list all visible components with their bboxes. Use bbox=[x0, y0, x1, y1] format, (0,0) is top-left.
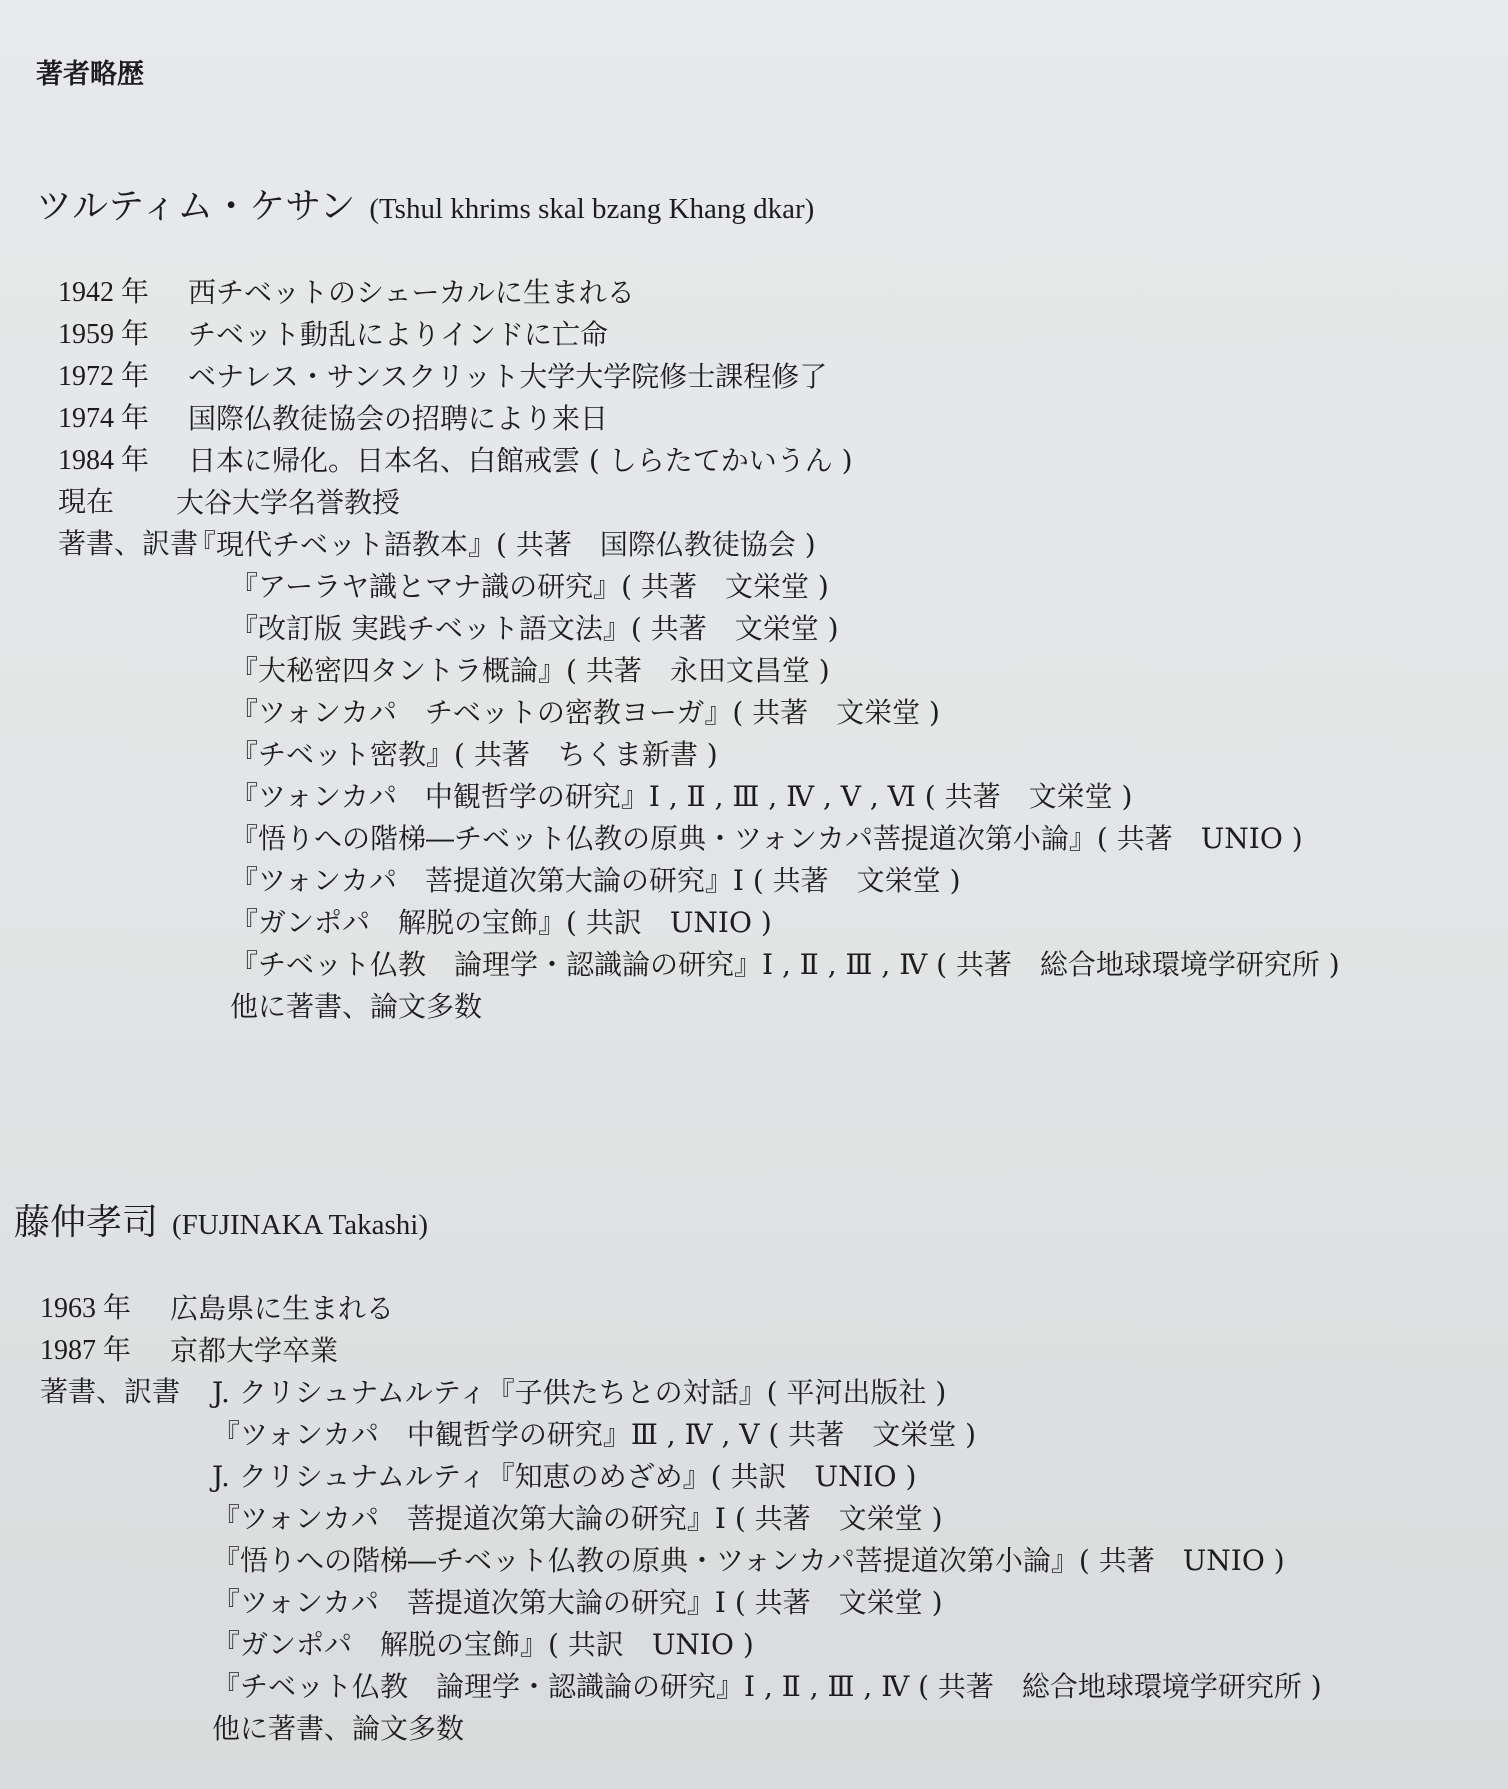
section-heading: 著者略歴 bbox=[36, 59, 144, 90]
timeline-entry bbox=[58, 398, 1340, 440]
timeline-entry bbox=[40, 1330, 1322, 1372]
work-item: 『悟りへの階梯―チベット仏教の原典・ツォンカパ菩提道次第小論』( 共著 UNIO ) bbox=[230, 822, 1303, 855]
work-item: 『ツォンカパ 中観哲学の研究』Ⅲ , Ⅳ , Ⅴ ( 共著 文栄堂 ) bbox=[212, 1418, 977, 1451]
timeline-entry bbox=[40, 1288, 1322, 1330]
timeline-text: 京都大学卒業 bbox=[170, 1334, 339, 1367]
work-item: 『ツォンカパ 菩提道次第大論の研究』Ⅰ ( 共著 文栄堂 ) bbox=[230, 864, 961, 897]
timeline-entry bbox=[58, 356, 1340, 398]
works-entry bbox=[58, 524, 1340, 566]
author-name-latin: (FUJINAKA Takashi) bbox=[172, 1209, 429, 1241]
timeline-text: ベナレス・サンスクリット大学大学院修士課程修了 bbox=[188, 360, 828, 393]
works-entry bbox=[40, 1372, 1322, 1414]
work-item: 『改訂版 実践チベット語文法』( 共著 文栄堂 ) bbox=[230, 612, 839, 645]
work-item: 『現代チベット語教本』( 共著 国際仏教徒協会 ) bbox=[188, 528, 816, 561]
timeline-text: 日本に帰化。日本名、白館戒雲 ( しらたてかいうん ) bbox=[188, 444, 853, 477]
timeline-year: 現在 bbox=[58, 487, 115, 518]
work-item: 『チベット仏教 論理学・認識論の研究』Ⅰ , Ⅱ , Ⅲ , Ⅳ ( 共著 総合地球環境学研究所 ) bbox=[212, 1670, 1322, 1703]
work-item: 『ツォンカパ 菩提道次第大論の研究』Ⅰ ( 共著 文栄堂 ) bbox=[212, 1502, 943, 1535]
timeline-entry bbox=[58, 272, 1340, 314]
work-item: 『アーラヤ識とマナ識の研究』( 共著 文栄堂 ) bbox=[230, 570, 829, 603]
timeline-entry bbox=[58, 482, 1340, 524]
author-name bbox=[14, 1194, 428, 1245]
timeline-year: 1987 年 bbox=[40, 1335, 132, 1366]
timeline-text: チベット動乱によりインドに亡命 bbox=[188, 318, 609, 351]
timeline-text: 国際仏教徒協会の招聘により来日 bbox=[188, 402, 609, 435]
author-name-ja: ツルティム・ケサン bbox=[36, 186, 356, 227]
timeline-text: 広島県に生まれる bbox=[170, 1292, 395, 1325]
work-item: 『ガンポパ 解脱の宝飾』( 共訳 UNIO ) bbox=[230, 906, 772, 939]
timeline-entry bbox=[58, 440, 1340, 482]
work-item: J. クリシュナムルティ『知恵のめざめ』( 共訳 UNIO ) bbox=[212, 1460, 917, 1493]
works-label: 著書、訳書 bbox=[58, 529, 199, 560]
work-item: 他に著書、論文多数 bbox=[230, 990, 483, 1023]
timeline-year: 1963 年 bbox=[40, 1293, 132, 1324]
timeline-entry bbox=[58, 314, 1340, 356]
author-name-latin: (Tshul khrims skal bzang Khang dkar) bbox=[369, 193, 815, 225]
timeline-text: 大谷大学名誉教授 bbox=[176, 486, 401, 519]
work-item: J. クリシュナムルティ『子供たちとの対話』( 平河出版社 ) bbox=[212, 1376, 947, 1409]
work-item: 『悟りへの階梯―チベット仏教の原典・ツォンカパ菩提道次第小論』( 共著 UNIO ) bbox=[212, 1544, 1285, 1577]
author-name bbox=[36, 178, 814, 229]
work-item: 『チベット密教』( 共著 ちくま新書 ) bbox=[230, 738, 718, 771]
work-item: 『大秘密四タントラ概論』( 共著 永田文昌堂 ) bbox=[230, 654, 830, 687]
timeline-year: 1984 年 bbox=[58, 445, 150, 476]
author-biography bbox=[40, 1288, 1322, 1750]
work-item: 『ツォンカパ チベットの密教ヨーガ』( 共著 文栄堂 ) bbox=[230, 696, 940, 729]
timeline-year: 1974 年 bbox=[58, 403, 150, 434]
work-item: 『ガンポパ 解脱の宝飾』( 共訳 UNIO ) bbox=[212, 1628, 754, 1661]
work-item: 『ツォンカパ 菩提道次第大論の研究』Ⅰ ( 共著 文栄堂 ) bbox=[212, 1586, 943, 1619]
author-biography bbox=[58, 272, 1340, 1028]
timeline-year: 1959 年 bbox=[58, 319, 150, 350]
timeline-year: 1942 年 bbox=[58, 277, 150, 308]
timeline-text: 西チベットのシェーカルに生まれる bbox=[188, 276, 635, 309]
timeline-year: 1972 年 bbox=[58, 361, 150, 392]
work-item: 他に著書、論文多数 bbox=[212, 1712, 465, 1745]
work-item: 『ツォンカパ 中観哲学の研究』Ⅰ , Ⅱ , Ⅲ , Ⅳ , Ⅴ , Ⅵ ( 共著 文栄堂 ) bbox=[230, 780, 1133, 813]
author-name-ja: 藤仲孝司 bbox=[14, 1202, 159, 1243]
work-item: 『チベット仏教 論理学・認識論の研究』Ⅰ , Ⅱ , Ⅲ , Ⅳ ( 共著 総合地球環境学研究所 ) bbox=[230, 948, 1340, 981]
works-label: 著書、訳書 bbox=[40, 1377, 181, 1408]
